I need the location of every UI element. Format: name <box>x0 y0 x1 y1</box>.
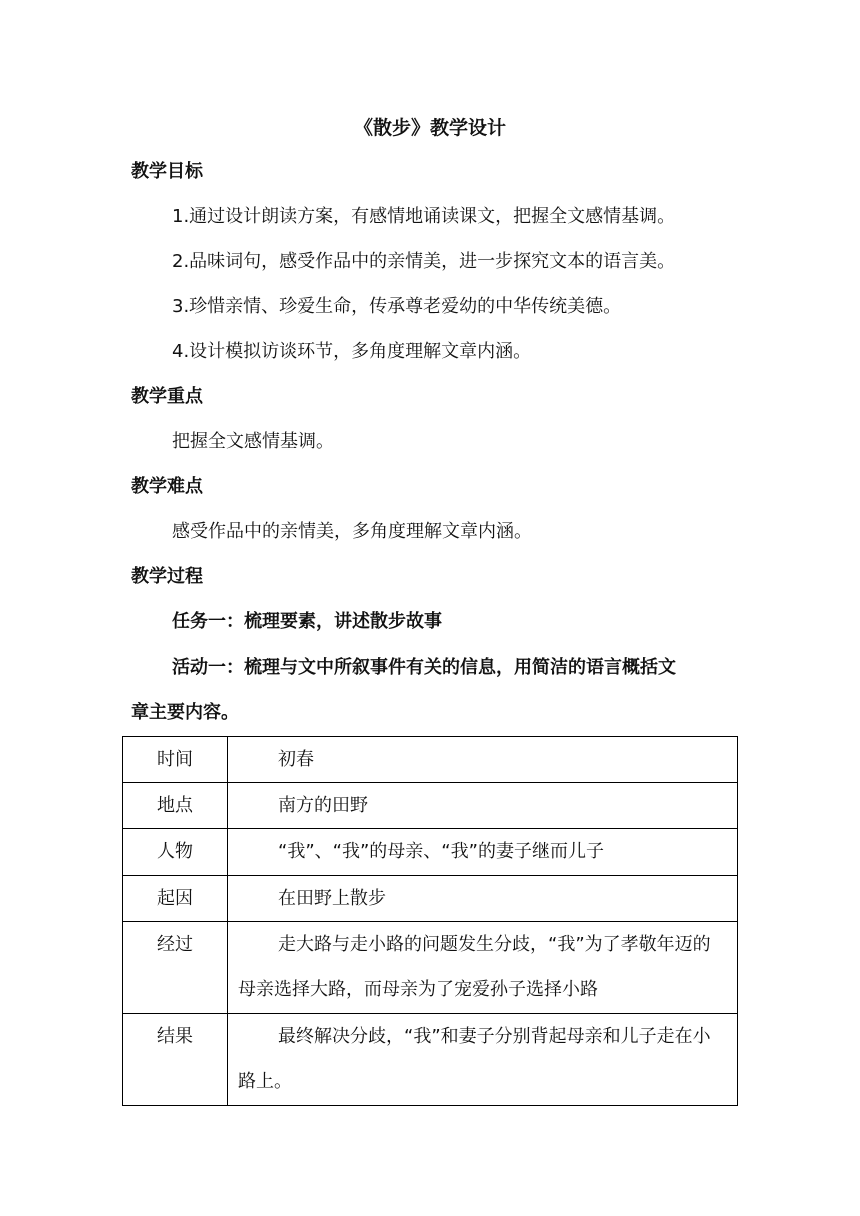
table-value-cell: “我”、“我”的母亲、“我”的妻子继而儿子 <box>228 829 738 876</box>
table-row <box>123 737 738 783</box>
table-row <box>123 783 738 829</box>
table-value-cell: 南方的田野 <box>228 783 738 829</box>
table-key-cell: 起因 <box>123 876 228 922</box>
task-1-title: 任务一：梳理要素，讲述散步故事 <box>172 611 442 632</box>
page-title: 《散步》教学设计 <box>353 117 506 139</box>
table-row <box>123 829 738 876</box>
process-heading: 教学过程 <box>131 566 203 587</box>
table-key-cell: 经过 <box>123 922 228 1014</box>
activity-1-line-2: 章主要内容。 <box>131 702 239 723</box>
table-key-cell: 结果 <box>123 1014 228 1106</box>
key-points-text: 把握全文感情基调。 <box>172 431 334 452</box>
objective-item-4: 4.设计模拟访谈环节，多角度理解文章内涵。 <box>172 341 532 362</box>
story-elements-table <box>122 736 738 1106</box>
table-value-cell: 在田野上散步 <box>228 876 738 922</box>
difficulties-text: 感受作品中的亲情美，多角度理解文章内涵。 <box>172 521 532 542</box>
table-value-cell: 走大路与走小路的问题发生分歧，“我”为了孝敬年迈的母亲选择大路，而母亲为了宠爱孙子选择小路 <box>228 922 738 1014</box>
table-row <box>123 922 738 1014</box>
table-value-cell: 初春 <box>228 737 738 783</box>
objective-item-3: 3.珍惜亲情、珍爱生命，传承尊老爱幼的中华传统美德。 <box>172 296 622 317</box>
table-key-cell: 时间 <box>123 737 228 783</box>
table-value-cell: 最终解决分歧，“我”和妻子分别背起母亲和儿子走在小路上。 <box>228 1014 738 1106</box>
key-points-heading: 教学重点 <box>131 386 203 407</box>
table-key-cell: 人物 <box>123 829 228 876</box>
activity-1-line-1: 活动一：梳理与文中所叙事件有关的信息，用简洁的语言概括文 <box>172 657 676 678</box>
table-row <box>123 1014 738 1106</box>
objective-item-1: 1.通过设计朗读方案，有感情地诵读课文，把握全文感情基调。 <box>172 206 676 227</box>
difficulties-heading: 教学难点 <box>131 476 203 497</box>
objectives-heading: 教学目标 <box>131 161 203 182</box>
table-row <box>123 876 738 922</box>
objective-item-2: 2.品味词句，感受作品中的亲情美，进一步探究文本的语言美。 <box>172 251 676 272</box>
table-key-cell: 地点 <box>123 783 228 829</box>
